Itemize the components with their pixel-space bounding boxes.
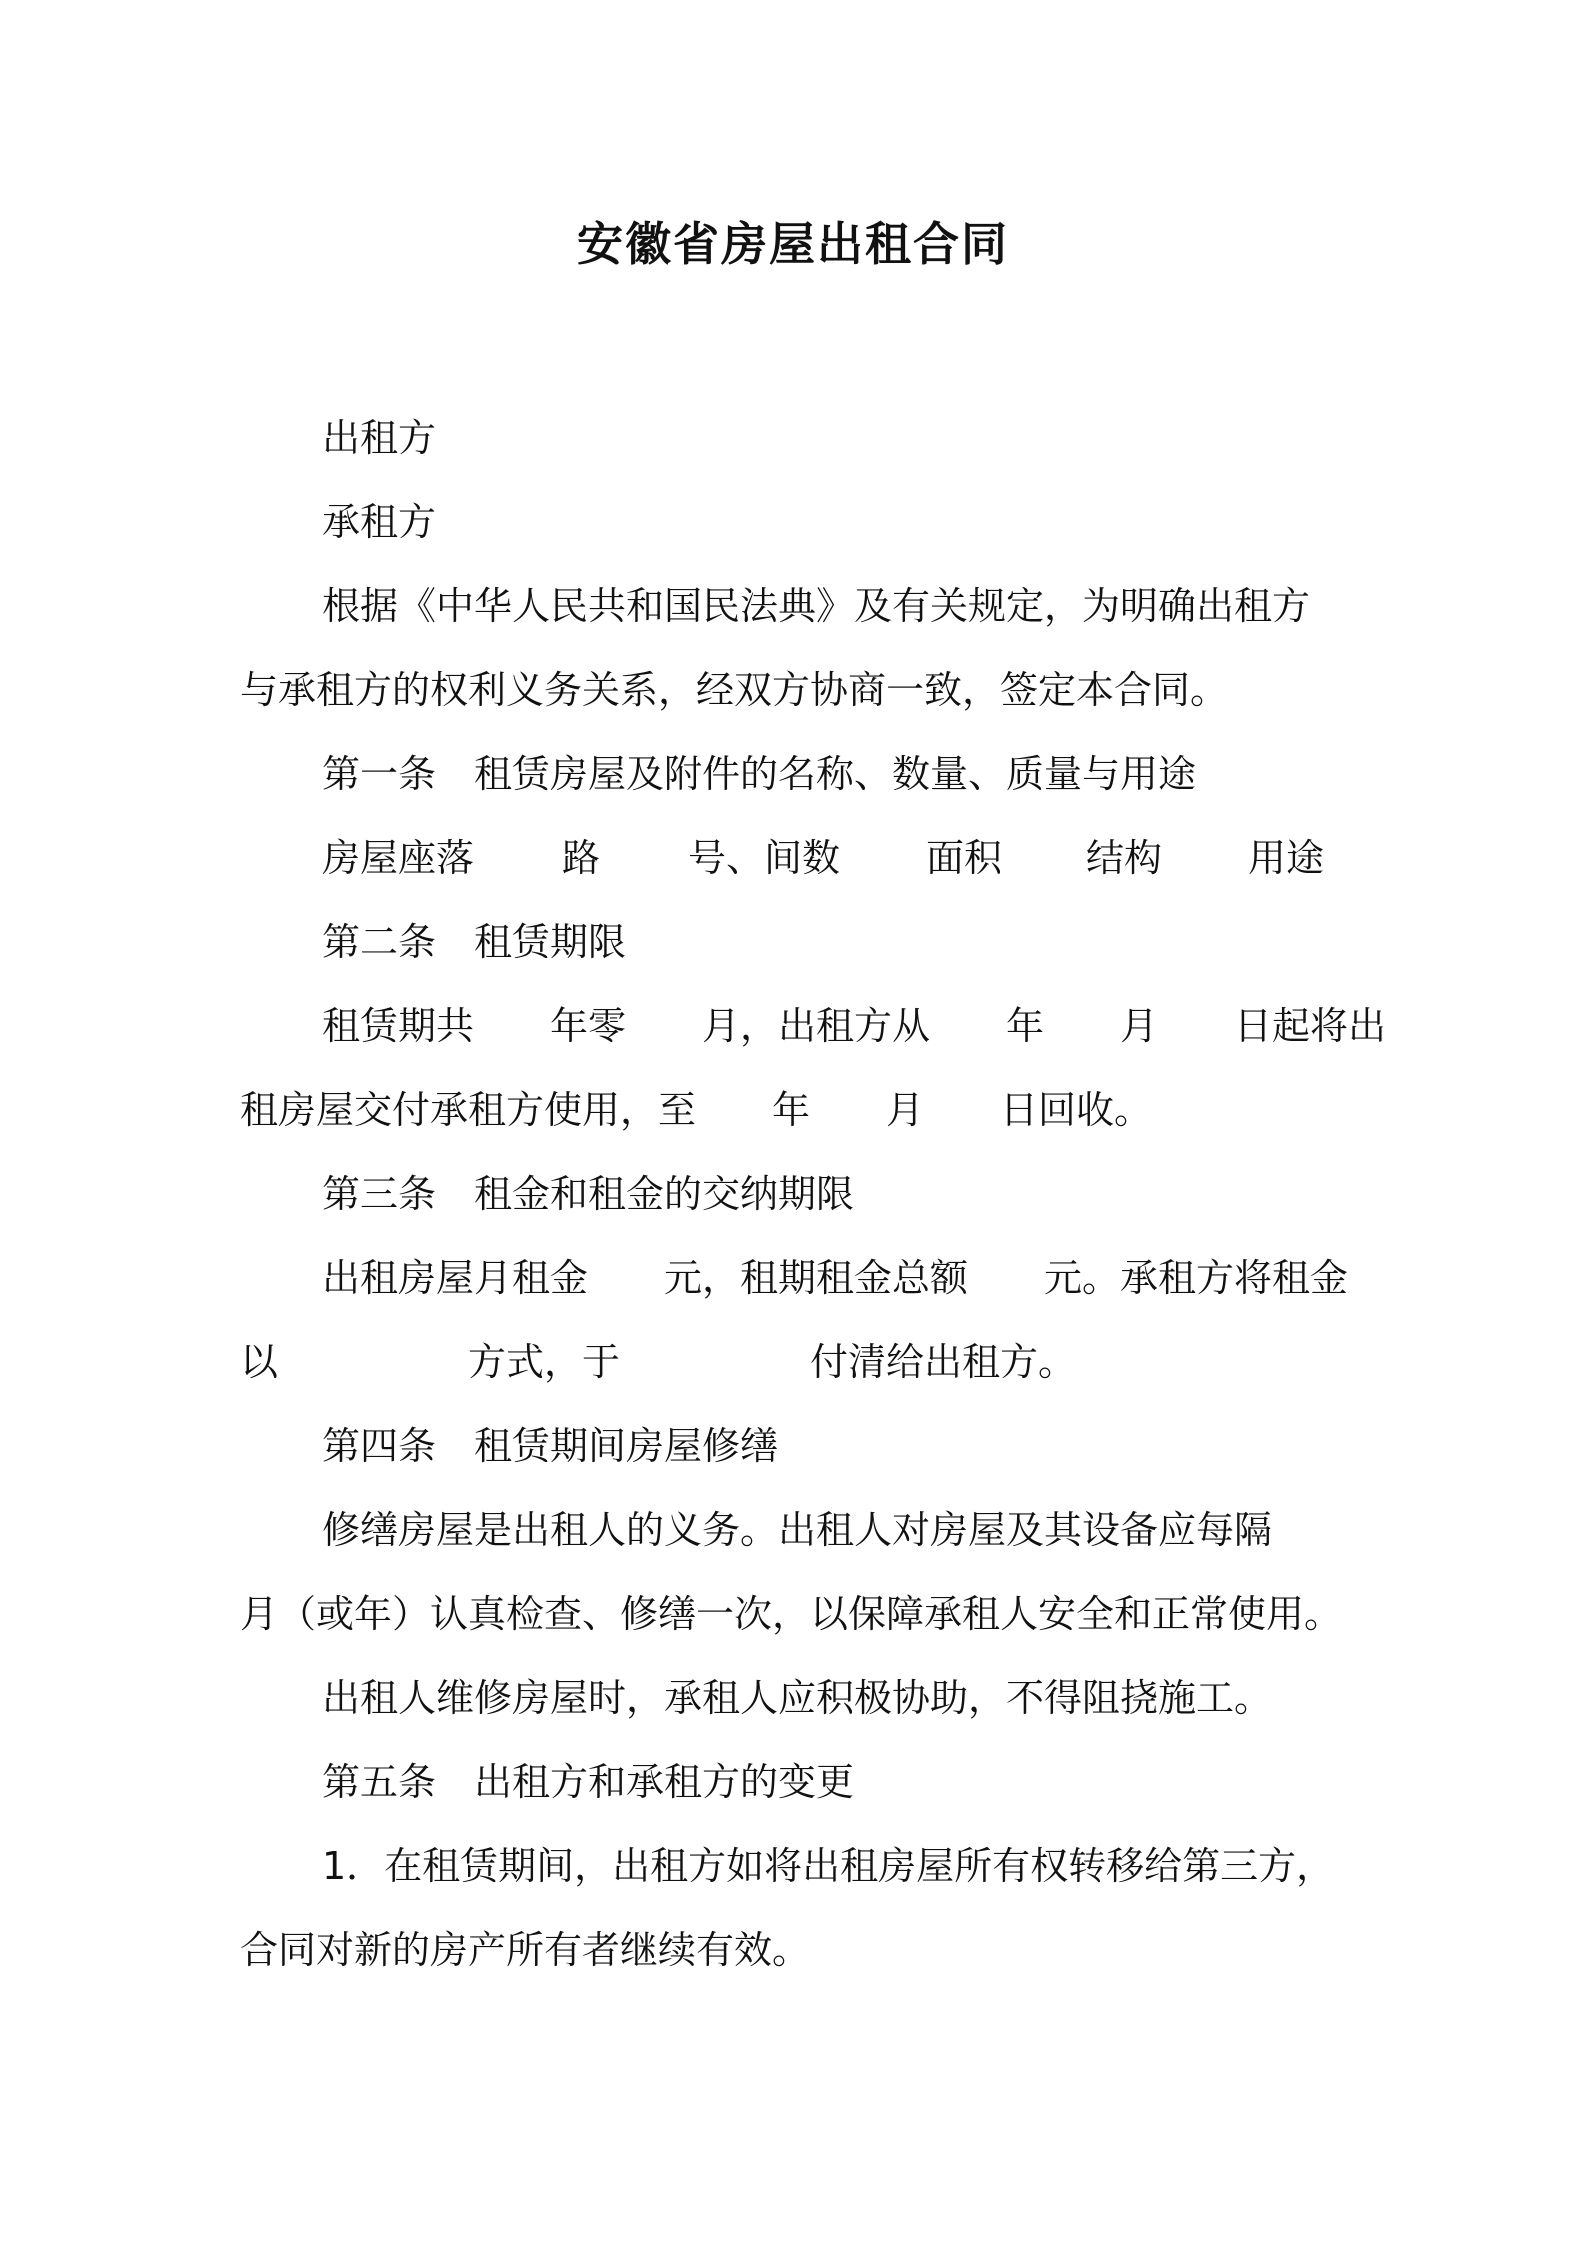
article-5-heading: 第五条 出租方和承租方的变更	[322, 1760, 855, 1804]
article-2-heading: 第二条 租赁期限	[322, 920, 627, 964]
article-2-text-2: 租房屋交付承租方使用，至 年 月 日回收。	[240, 1088, 1153, 1132]
field-road: 路	[562, 836, 601, 880]
article-4-text-2: 月（或年）认真检查、修缮一次，以保障承租人安全和正常使用。	[240, 1592, 1343, 1636]
field-location: 房屋座落	[322, 836, 475, 880]
article-4-heading: 第四条 租赁期间房屋修缮	[322, 1424, 779, 1468]
lessee-line: 承租方	[322, 500, 437, 544]
article-3-heading: 第三条 租金和租金的交纳期限	[322, 1172, 855, 1216]
field-usage: 用途	[1248, 836, 1325, 880]
article-5-text-2: 合同对新的房产所有者继续有效。	[240, 1928, 811, 1972]
article-4-text-1: 修缮房屋是出租人的义务。出租人对房屋及其设备应每隔	[322, 1508, 1273, 1552]
article-3-text-1: 出租房屋月租金 元，租期租金总额 元。承租方将租金	[322, 1256, 1349, 1300]
intro-line-1: 根据《中华人民共和国民法典》及有关规定，为明确出租方	[322, 584, 1311, 628]
field-structure: 结构	[1086, 836, 1163, 880]
field-area: 面积	[926, 836, 1003, 880]
article-4-text-3: 出租人维修房屋时，承租人应积极协助，不得阻挠施工。	[322, 1676, 1273, 1720]
article-5-text-1: 1．在租赁期间，出租方如将出租房屋所有权转移给第三方，	[322, 1844, 1335, 1888]
field-number-rooms: 号、间数	[688, 836, 841, 880]
document-title: 安徽省房屋出租合同	[577, 217, 1009, 271]
article-3-text-2: 以 方式，于 付清给出租方。	[240, 1340, 1077, 1384]
intro-line-2: 与承租方的权利义务关系，经双方协商一致，签定本合同。	[240, 668, 1229, 712]
lessor-line: 出租方	[322, 416, 437, 460]
article-1-heading: 第一条 租赁房屋及附件的名称、数量、质量与用途	[322, 752, 1197, 796]
article-2-text-1: 租赁期共 年零 月，出租方从 年 月 日起将出	[322, 1004, 1387, 1048]
